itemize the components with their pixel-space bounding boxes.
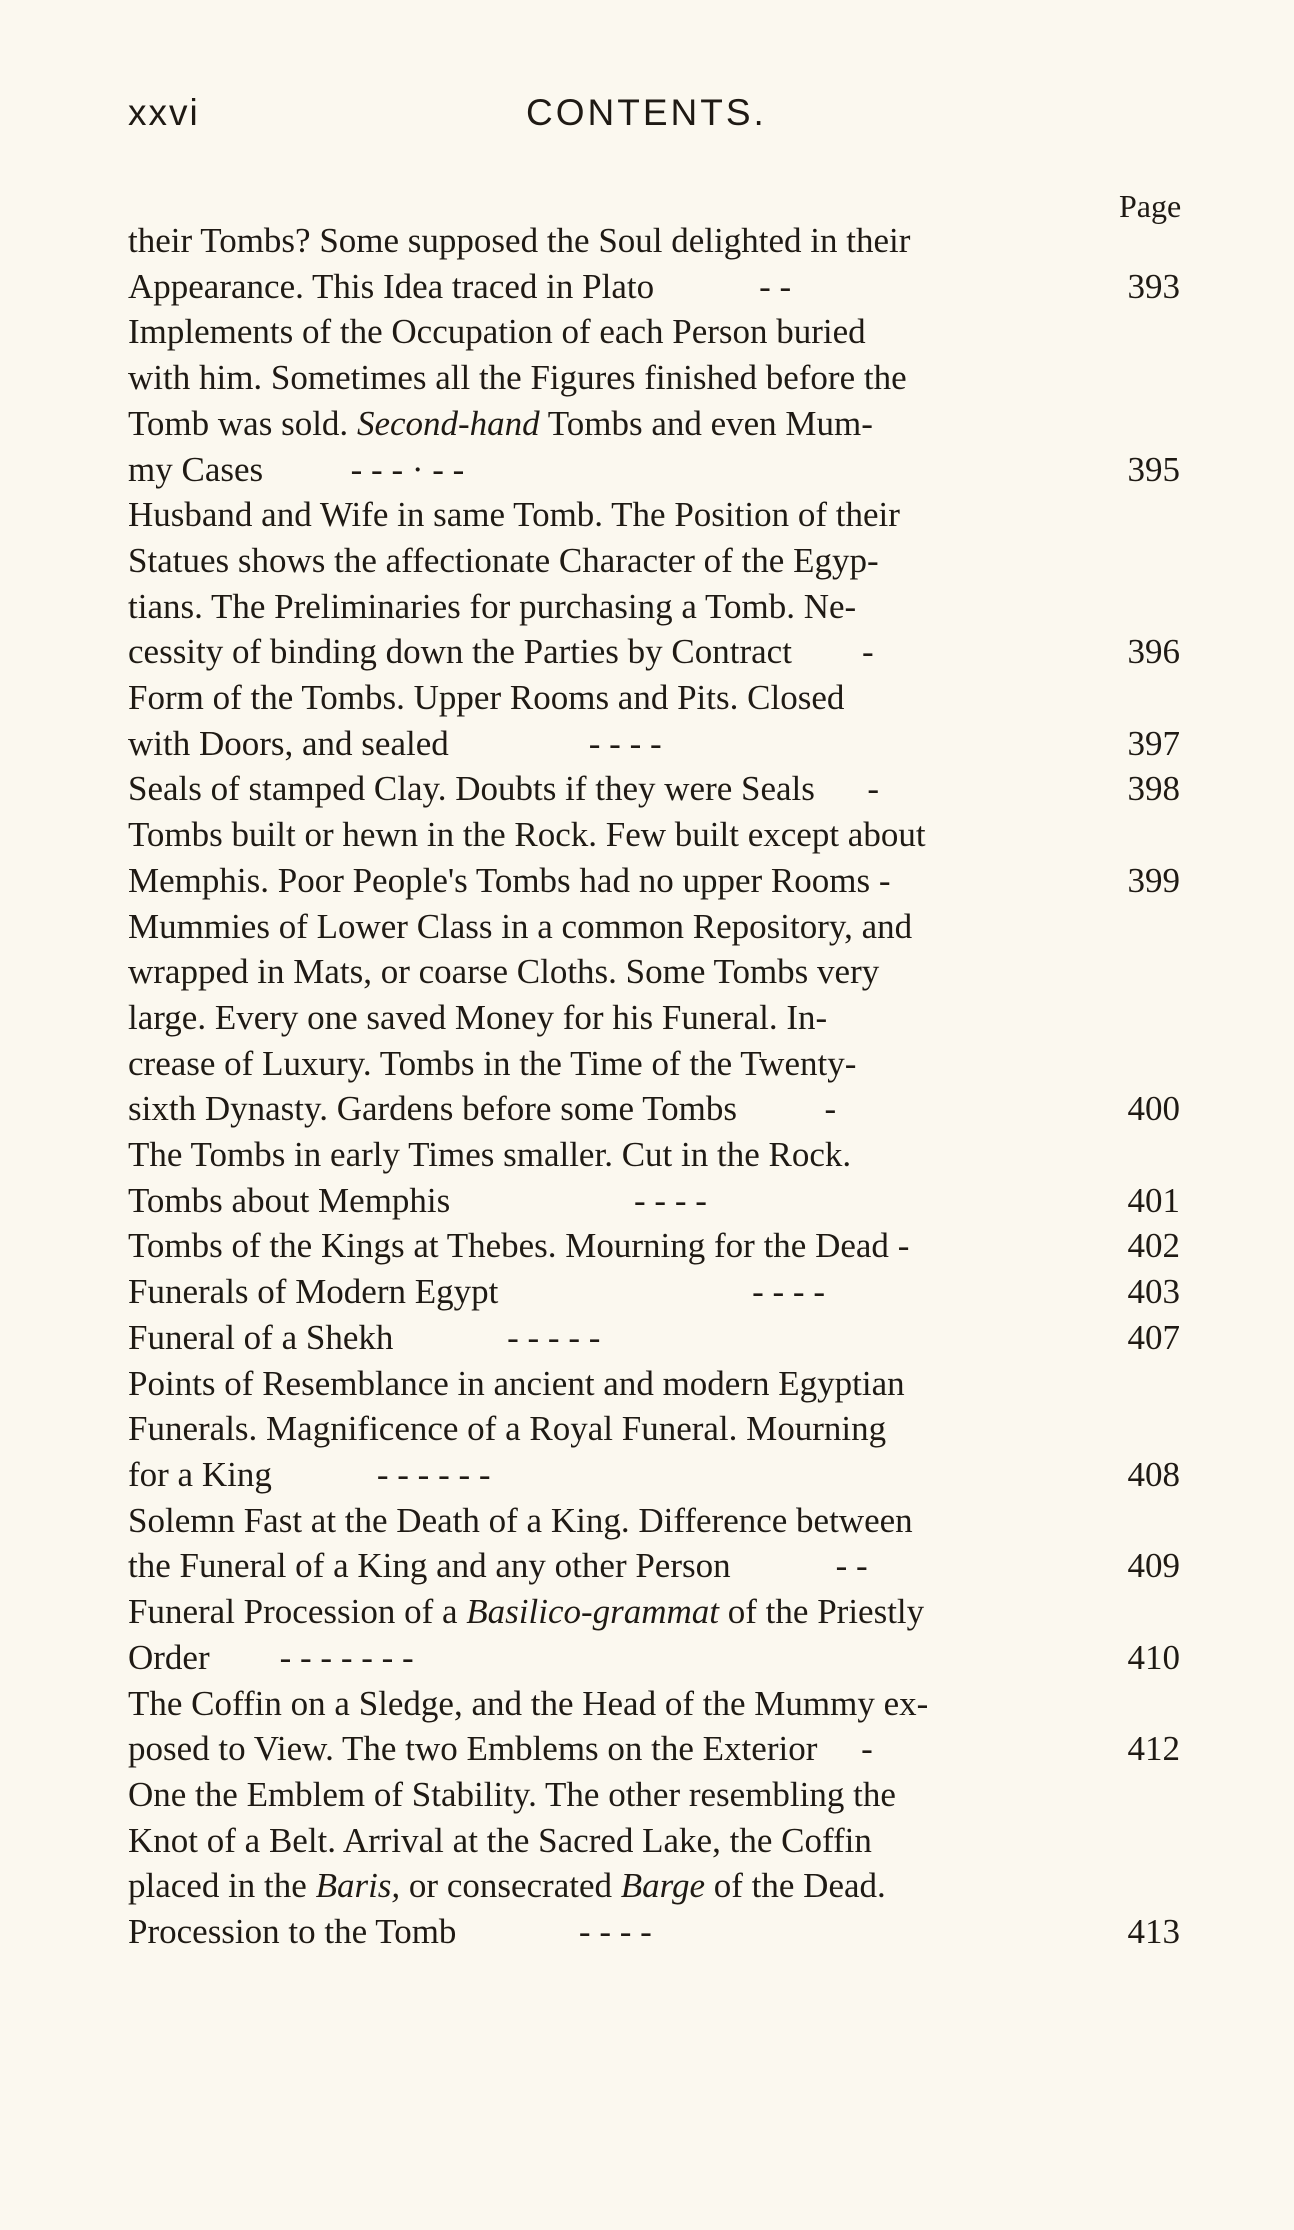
entry-line: sixth Dynasty. Gardens before some Tombs - 400 bbox=[166, 1086, 1180, 1132]
entry-line: Form of the Tombs. Upper Rooms and Pits. Closed bbox=[128, 678, 845, 718]
toc-entry bbox=[128, 1269, 1180, 1315]
page-number: 403 bbox=[1127, 1272, 1180, 1312]
running-head bbox=[128, 92, 1188, 152]
entry-line: Statues shows the affectionate Character of the Egyp- bbox=[128, 540, 879, 580]
entry-line: The Coffin on a Sledge, and the Head of the Mummy ex- bbox=[128, 1683, 929, 1723]
toc-entry bbox=[128, 1772, 1180, 1955]
entry-line: Tomb was sold. Second-hand Tombs and even Mum- bbox=[128, 403, 873, 443]
entry-line: Funerals. Magnificence of a Royal Funeral. Mourning bbox=[128, 1409, 887, 1449]
toc-entry bbox=[128, 492, 1180, 675]
entry-line: Tombs about Memphis - - - - 401 bbox=[166, 1178, 1180, 1224]
page-title: CONTENTS. bbox=[526, 92, 767, 133]
page-number: 399 bbox=[1127, 860, 1180, 900]
entry-line: my Cases - - - · - - 395 bbox=[166, 447, 1180, 493]
dot-leader: - - - - - - - bbox=[279, 1637, 414, 1677]
page-number: 408 bbox=[1127, 1454, 1180, 1494]
page-number: 393 bbox=[1127, 266, 1180, 306]
toc-entry bbox=[128, 309, 1180, 492]
italic-term: Second-hand bbox=[356, 403, 540, 443]
page-number: 409 bbox=[1127, 1546, 1180, 1586]
page-number: 397 bbox=[1127, 723, 1180, 763]
dot-leader: - bbox=[861, 1729, 873, 1769]
entry-line: with him. Sometimes all the Figures finished before the bbox=[128, 358, 907, 398]
entry-line: large. Every one saved Money for his Funeral. In- bbox=[128, 997, 828, 1037]
dot-leader: - bbox=[878, 860, 891, 900]
entry-line: Husband and Wife in same Tomb. The Position of their bbox=[128, 495, 900, 535]
dot-leader: - - - - - - bbox=[376, 1454, 491, 1494]
page-number: 410 bbox=[1127, 1637, 1180, 1677]
entry-line: Knot of a Belt. Arrival at the Sacred Lake, the Coffin bbox=[128, 1820, 872, 1860]
page-number: 413 bbox=[1127, 1912, 1180, 1952]
toc-entry bbox=[128, 1132, 1180, 1223]
toc-entry bbox=[128, 1589, 1180, 1680]
entry-line: Tombs of the Kings at Thebes. Mourning for the Dead - 402 bbox=[166, 1223, 1180, 1269]
toc-entry bbox=[128, 1498, 1180, 1589]
entry-line: Seals of stamped Clay. Doubts if they were Seals - 398 bbox=[166, 766, 1180, 812]
toc-entry bbox=[128, 1315, 1180, 1361]
entry-line: wrapped in Mats, or coarse Cloths. Some Tombs very bbox=[128, 952, 880, 992]
italic-term: Baris, bbox=[315, 1866, 401, 1906]
page-number: 402 bbox=[1127, 1226, 1180, 1266]
dot-leader: - - - - bbox=[578, 1912, 652, 1952]
page-number: 401 bbox=[1127, 1180, 1180, 1220]
dot-leader: - - - · - - bbox=[350, 449, 465, 489]
entry-line: Tombs built or hewn in the Rock. Few built except about bbox=[128, 815, 926, 855]
page-number: 412 bbox=[1127, 1729, 1180, 1769]
entry-line: Funeral Procession of a Basilico-grammat of the Priestly bbox=[128, 1592, 925, 1632]
dot-leader: - bbox=[861, 632, 874, 672]
page-folio: xxvi bbox=[128, 92, 200, 133]
entry-line: tians. The Preliminaries for purchasing a Tomb. Ne- bbox=[128, 586, 857, 626]
dot-leader: - - - - bbox=[588, 723, 662, 763]
entry-line: One the Emblem of Stability. The other resembling the bbox=[128, 1774, 896, 1814]
entry-line: Implements of the Occupation of each Person buried bbox=[128, 312, 866, 352]
page-number: 396 bbox=[1127, 632, 1180, 672]
entry-line: The Tombs in early Times smaller. Cut in the Rock. bbox=[128, 1135, 852, 1175]
entry-line: Order - - - - - - - 410 bbox=[166, 1635, 1180, 1681]
dot-leader: - - bbox=[759, 266, 792, 306]
toc-entry bbox=[128, 1223, 1180, 1269]
page-number: 400 bbox=[1127, 1089, 1180, 1129]
dot-leader: - bbox=[867, 769, 880, 809]
entry-line: the Funeral of a King and any other Person - - 409 bbox=[166, 1543, 1180, 1589]
entry-line: their Tombs? Some supposed the Soul delighted in their bbox=[128, 221, 911, 260]
page-number: 407 bbox=[1127, 1317, 1180, 1357]
entry-line: Solemn Fast at the Death of a King. Difference between bbox=[128, 1500, 913, 1540]
entry-line: Memphis. Poor People's Tombs had no upper Rooms - 399 bbox=[166, 858, 1180, 904]
entry-line: with Doors, and sealed - - - - 397 bbox=[166, 721, 1180, 767]
dot-leader: - bbox=[824, 1089, 837, 1129]
entry-line: cessity of binding down the Parties by Contract - 396 bbox=[166, 629, 1180, 675]
italic-term: Barge bbox=[620, 1866, 706, 1906]
dot-leader: - - - - bbox=[634, 1180, 707, 1220]
toc-entry bbox=[128, 812, 1180, 903]
toc-entry bbox=[128, 904, 1180, 1133]
entry-line: Points of Resemblance in ancient and modern Egyptian bbox=[128, 1363, 905, 1403]
entry-line: for a King - - - - - - 408 bbox=[166, 1452, 1180, 1498]
contents-list bbox=[128, 218, 1180, 1955]
page-column-label: Page bbox=[1119, 188, 1182, 224]
entry-line: posed to View. The two Emblems on the Exterior - 412 bbox=[166, 1726, 1180, 1772]
dot-leader: - bbox=[897, 1226, 910, 1266]
dot-leader: - - - - - bbox=[507, 1317, 601, 1357]
entry-line: Mummies of Lower Class in a common Repository, and bbox=[128, 906, 913, 946]
dot-leader: - - bbox=[835, 1546, 868, 1586]
entry-line: crease of Luxury. Tombs in the Time of the Twenty- bbox=[128, 1043, 857, 1083]
dot-leader: - - - - bbox=[752, 1272, 825, 1312]
entry-line: Funerals of Modern Egypt - - - - 403 bbox=[166, 1269, 1180, 1315]
toc-entry bbox=[128, 218, 1180, 309]
page-number: 395 bbox=[1127, 449, 1180, 489]
toc-entry bbox=[128, 1681, 1180, 1772]
entry-line: Procession to the Tomb - - - - 413 bbox=[166, 1909, 1180, 1955]
page-number: 398 bbox=[1127, 769, 1180, 809]
toc-entry bbox=[128, 766, 1180, 812]
entry-line: Funeral of a Shekh - - - - - 407 bbox=[166, 1315, 1180, 1361]
toc-entry bbox=[128, 675, 1180, 766]
entry-line: Appearance. This Idea traced in Plato - - 393 bbox=[166, 264, 1180, 310]
italic-term: Basilico-grammat bbox=[466, 1592, 720, 1632]
entry-line: placed in the Baris, or consecrated Barge of the Dead. bbox=[128, 1866, 886, 1906]
toc-entry bbox=[128, 1361, 1180, 1498]
